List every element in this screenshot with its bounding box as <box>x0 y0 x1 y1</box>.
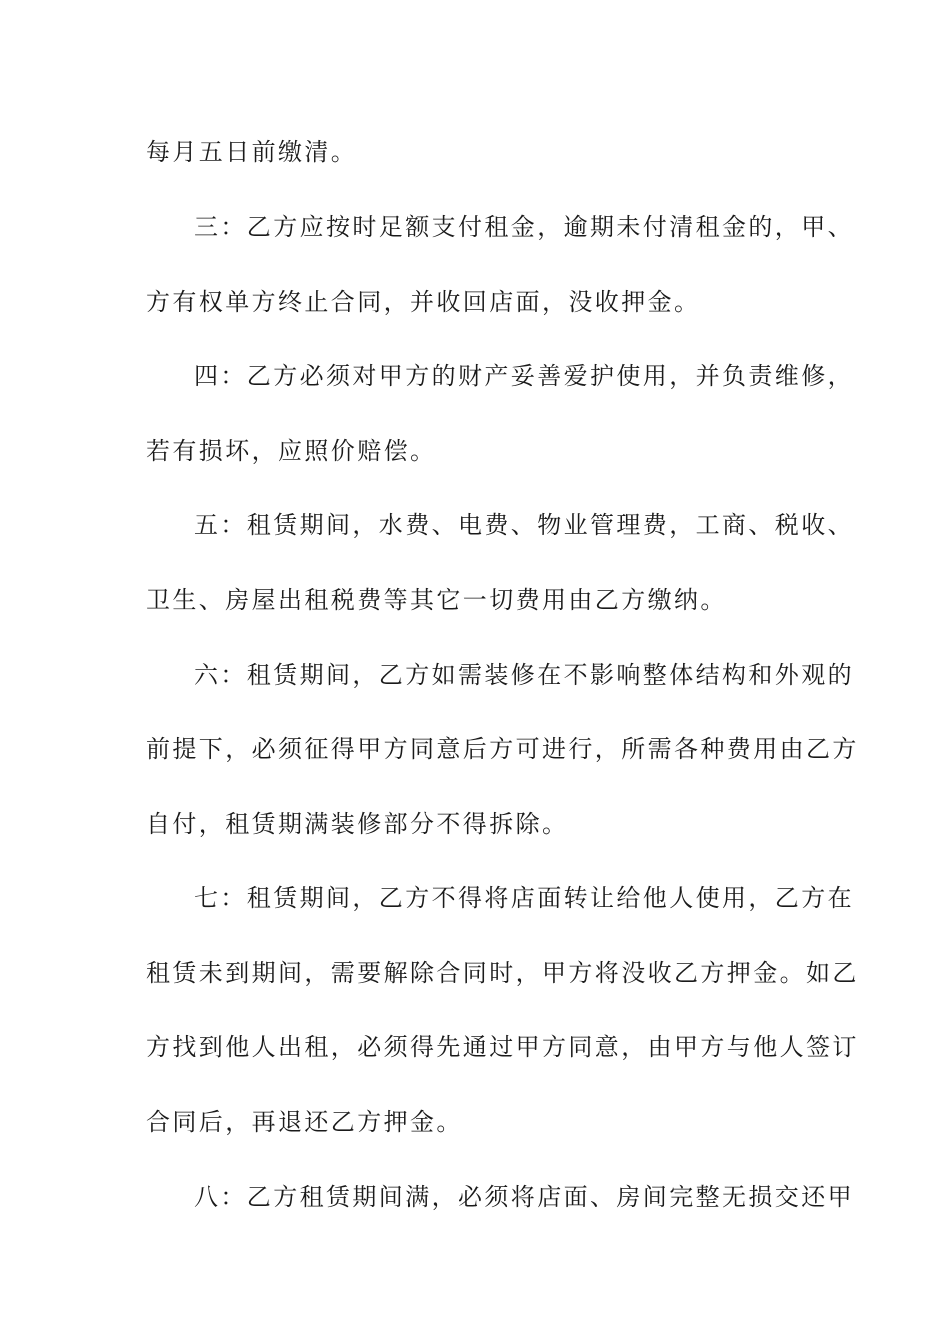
text-line: 方找到他人出租，必须得先通过甲方同意，由甲方与他人签订 <box>146 1033 859 1061</box>
text-line: 卫生、房屋出租税费等其它一切费用由乙方缴纳。 <box>146 586 727 614</box>
text-line: 自付，租赁期满装修部分不得拆除。 <box>146 810 569 838</box>
clause-8-line: 八：乙方租赁期间满，必须将店面、房间完整无损交还甲 <box>194 1183 854 1211</box>
clause-6-line: 六：租赁期间，乙方如需装修在不影响整体结构和外观的 <box>194 661 854 689</box>
text-line: 租赁未到期间，需要解除合同时，甲方将没收乙方押金。如乙 <box>146 959 859 987</box>
text-line: 方有权单方终止合同，并收回店面，没收押金。 <box>146 288 701 316</box>
text-line: 前提下，必须征得甲方同意后方可进行，所需各种费用由乙方 <box>146 735 859 763</box>
clause-5-line: 五：租赁期间，水费、电费、物业管理费，工商、税收、 <box>194 511 854 539</box>
text-line: 若有损坏，应照价赔偿。 <box>146 437 437 465</box>
clause-4-line: 四：乙方必须对甲方的财产妥善爱护使用，并负责维修， <box>194 362 854 390</box>
clause-7-line: 七：租赁期间，乙方不得将店面转让给他人使用，乙方在 <box>194 884 854 912</box>
text-line: 每月五日前缴清。 <box>146 138 358 166</box>
clause-3-line: 三：乙方应按时足额支付租金，逾期未付清租金的，甲、 <box>194 213 854 241</box>
text-line: 合同后，再退还乙方押金。 <box>146 1108 463 1136</box>
